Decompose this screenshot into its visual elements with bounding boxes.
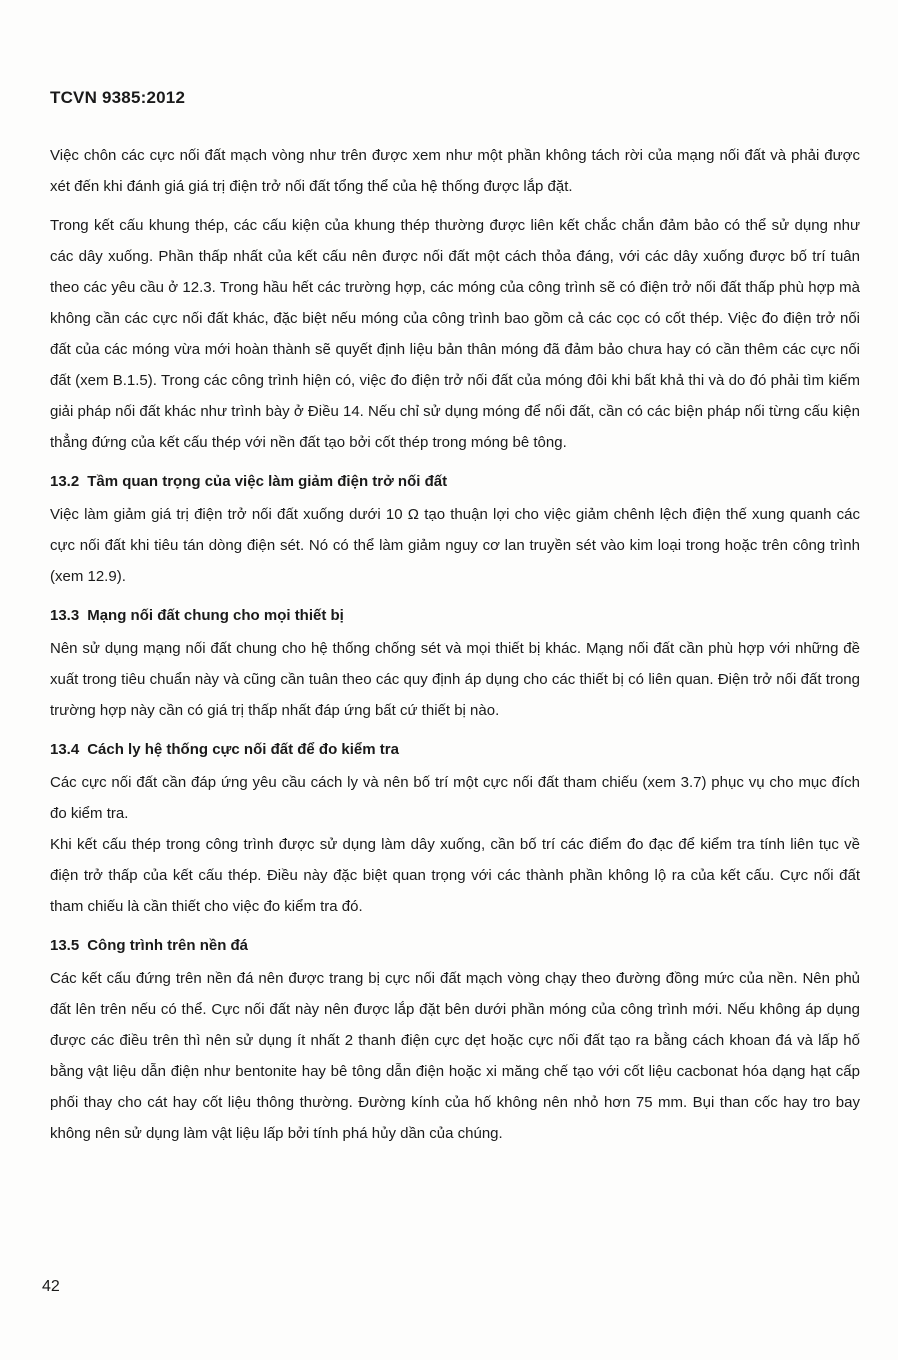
section-title: Cách ly hệ thống cực nối đất để đo kiểm tra — [87, 741, 399, 758]
page-number: 42 — [42, 1278, 60, 1295]
section-13-5-heading — [50, 930, 860, 961]
section-13-4-paragraph-2: Khi kết cấu thép trong công trình được sử dụng làm dây xuống, cần bố trí các điểm đo đạc để kiểm tra tính liên tục về điện trở thấp của kết cấu thép. Điều này đặc biệt quan trọng với các thành phần không lộ ra của kết cấu. Cực nối đất tham chiếu là cần thiết cho việc đo kiểm tra đó. — [50, 836, 860, 915]
section-13-4-paragraph-1: Các cực nối đất cần đáp ứng yêu cầu cách ly và nên bố trí một cực nối đất tham chiếu (xem 3.7) phục vụ cho mục đích đo kiểm tra. — [50, 774, 860, 822]
section-number: 13.3 — [50, 607, 80, 624]
section-number: 13.5 — [50, 937, 80, 954]
standard-code: TCVN 9385:2012 — [50, 88, 186, 107]
section-13-2-paragraph: Việc làm giảm giá trị điện trở nối đất xuống dưới 10 Ω tạo thuận lợi cho việc giảm chênh lệch điện thế xung quanh các cực nối đất khi tiêu tán dòng điện sét. Nó có thể làm giảm nguy cơ lan truyền sét vào kim loại trong hoặc trên công trình (xem 12.9). — [50, 506, 860, 585]
section-number: 13.4 — [50, 741, 80, 758]
page-content — [50, 140, 860, 1157]
section-number: 13.2 — [50, 473, 80, 490]
section-title: Công trình trên nền đá — [87, 937, 249, 954]
intro-paragraph-1: Việc chôn các cực nối đất mạch vòng như trên được xem như một phần không tách rời của mạng nối đất và phải được xét đến khi đánh giá giá trị điện trở nối đất tổng thể của hệ thống được lắp đặt. — [50, 147, 860, 195]
section-title: Tầm quan trọng của việc làm giảm điện trở nối đất — [87, 473, 448, 490]
section-title: Mạng nối đất chung cho mọi thiết bị — [87, 607, 344, 624]
section-13-3-paragraph: Nên sử dụng mạng nối đất chung cho hệ thống chống sét và mọi thiết bị khác. Mạng nối đất cần phù hợp với những đề xuất trong tiêu chuẩn này và cũng cần tuân theo các quy định áp dụng cho các thiết bị có liên quan. Điện trở nối đất trong trường hợp này cần có giá trị thấp nhất đáp ứng bất cứ thiết bị nào. — [50, 640, 860, 719]
section-13-3-heading — [50, 600, 860, 631]
section-13-4-heading — [50, 734, 860, 765]
intro-paragraph-2: Trong kết cấu khung thép, các cấu kiện của khung thép thường được liên kết chắc chắn đảm bảo có thể sử dụng như các dây xuống. Phần thấp nhất của kết cấu nên được nối đất một cách thỏa đáng, với các dây xuống được bố trí tuân theo các yêu cầu ở 12.3. Trong hầu hết các trường hợp, các móng của công trình sẽ có điện trở nối đất thấp phù hợp mà không cần các cực nối đất khác, đặc biệt nếu móng của công trình bao gồm cả các cọc có cốt thép. Việc đo điện trở nối đất của các móng vừa mới hoàn thành sẽ quyết định liệu bản thân móng đã đảm bảo chưa hay có cần thêm các cực nối đất (xem B.1.5). Trong các công trình hiện có, việc đo điện trở nối đất của móng đôi khi bất khả thi và do đó phải tìm kiếm giải pháp nối đất khác như trình bày ở Điều 14. Nếu chỉ sử dụng móng để nối đất, cần có các biện pháp nối từng cấu kiện thẳng đứng của kết cấu thép với nền đất tạo bởi cốt thép trong móng bê tông. — [50, 217, 860, 451]
section-13-5-paragraph: Các kết cấu đứng trên nền đá nên được trang bị cực nối đất mạch vòng chạy theo đường đồng mức của nền. Nên phủ đất lên trên nếu có thể. Cực nối đất này nên được lắp đặt bên dưới phần móng của công trình mới. Nếu không áp dụng được các điều trên thì nên sử dụng ít nhất 2 thanh điện cực dẹt hoặc cực nối đất tạo ra bằng cách khoan đá và lấp hố bằng vật liệu dẫn điện như bentonite hay bê tông dẫn điện hoặc xi măng chế tạo với cốt liệu cacbonat hóa dạng hạt cấp phối thay cho cát hay cốt liệu thông thường. Đường kính của hố không nên nhỏ hơn 75 mm. Bụi than cốc hay tro bay không nên sử dụng làm vật liệu lấp bởi tính phá hủy dần của chúng. — [50, 970, 860, 1142]
section-13-2-heading — [50, 466, 860, 497]
